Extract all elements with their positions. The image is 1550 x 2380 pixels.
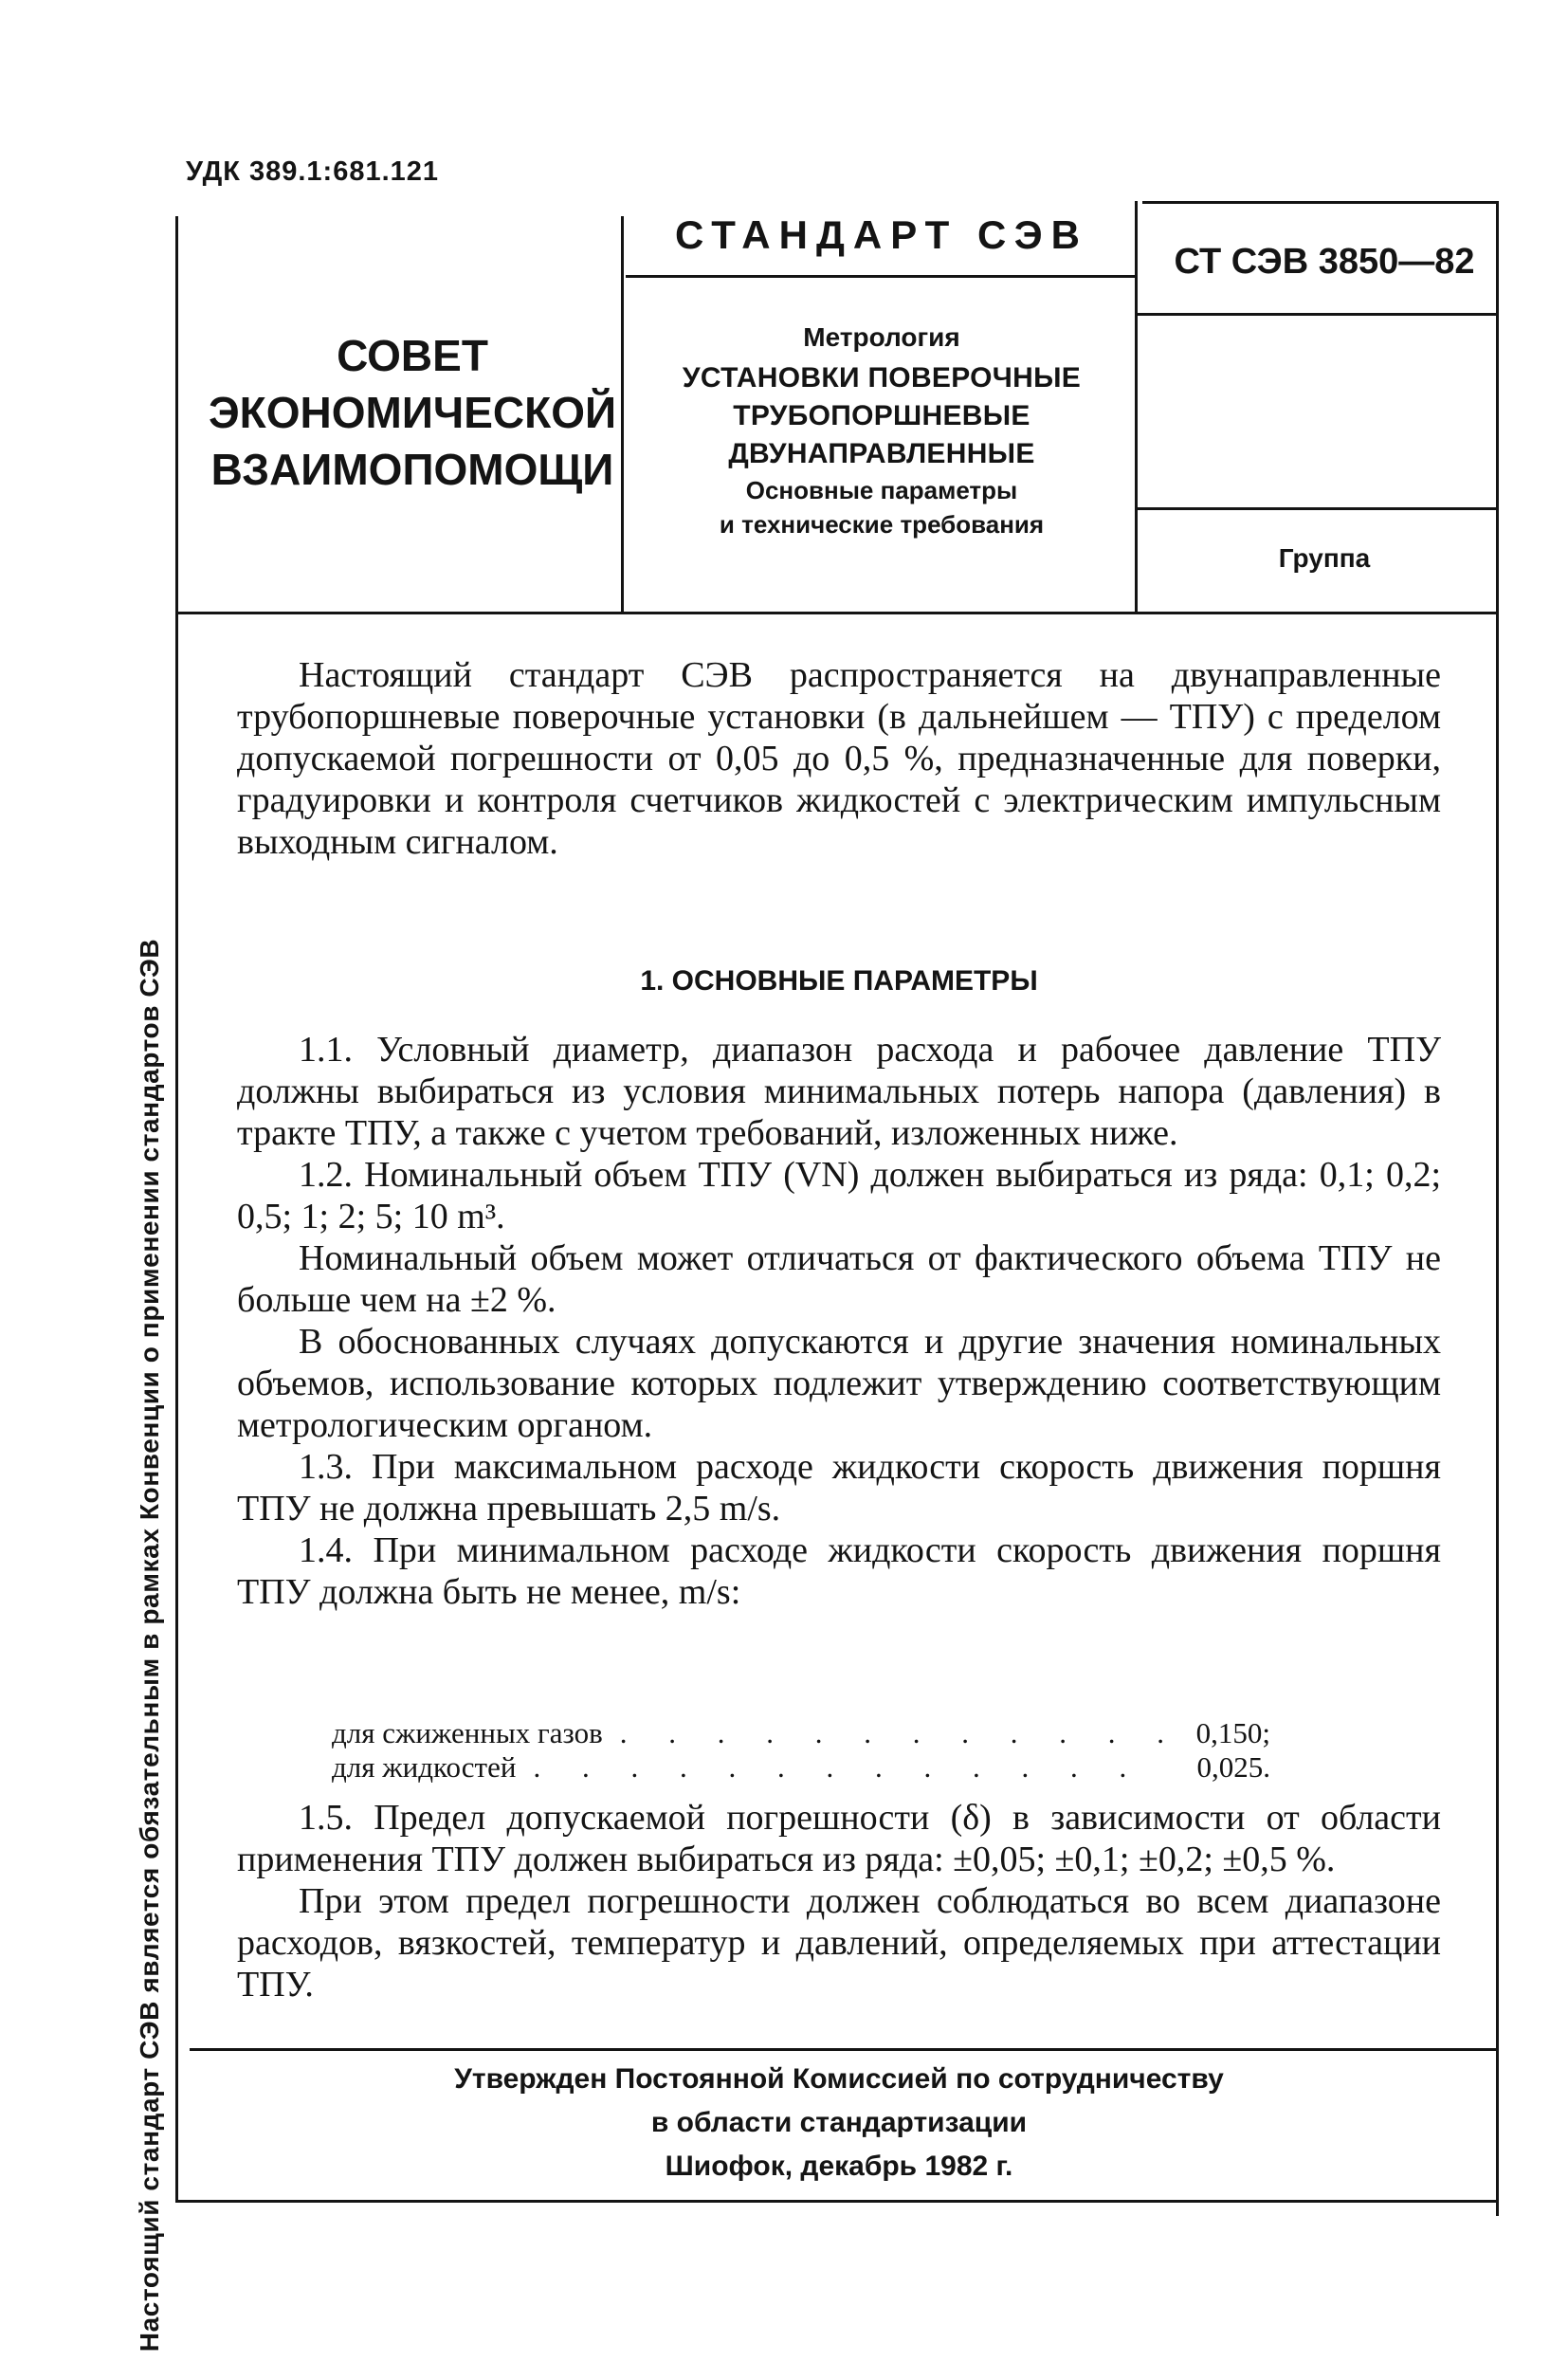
council-name — [194, 327, 630, 498]
min-speed-row — [332, 1716, 1270, 1750]
code-rule — [1138, 313, 1498, 316]
section-body-a — [237, 1029, 1441, 1613]
approval-line: в области стандартизации — [650, 2107, 1028, 2138]
min-speed-label: для жидкостей — [332, 1750, 517, 1784]
para-1-3: 1.3. При максимальном расходе жидкости скорость движения поршня ТПУ не должна превышать 2,5 m/s. — [237, 1447, 1441, 1529]
min-speed-value: 0,150; — [1195, 1716, 1270, 1749]
approval-line: Шиофок, декабрь 1982 г. — [665, 2151, 1013, 2182]
approval-block — [180, 2058, 1498, 2188]
frame-bottom — [175, 2200, 1499, 2203]
intro-paragraph: Настоящий стандарт СЭВ распространяется на двунаправленные трубопоршневые поверочные установки (в дальнейшем — ТПУ) с пределом допускаемой погрешности от 0,05 до 0,5 %, предназначенные для поверки, градуировки и контроля счетчиков жидкостей с электрическим импульсным выходным сигналом. — [237, 655, 1441, 862]
discipline: Метрология — [803, 322, 960, 352]
min-speed-label: для сжиженных газов — [332, 1716, 603, 1749]
udk-code: УДК 389.1:681.121 — [186, 156, 440, 187]
side-note: Настоящий стандарт СЭВ является обязательным в рамках Конвенции о применении стандартов СЭВ — [135, 938, 164, 2353]
min-speed-value: 0,025. — [1196, 1750, 1270, 1784]
section-heading: 1. ОСНОВНЫЕ ПАРАМЕТРЫ — [640, 965, 1038, 997]
title-line: УСТАНОВКИ ПОВЕРОЧНЫЕ — [682, 362, 1082, 394]
min-speed-row — [332, 1750, 1270, 1785]
subtitle-line: и технические требования — [719, 510, 1045, 539]
standard-subject — [626, 316, 1138, 541]
frame-right — [1496, 201, 1499, 2216]
group-label: Группа — [1278, 543, 1371, 573]
para-1-4: 1.4. При минимальном расходе жидкости скорость движения поршня ТПУ должна быть не менее, m/s: — [237, 1530, 1441, 1612]
title-line: ДВУНАПРАВЛЕННЫЕ — [728, 438, 1035, 469]
para-1-2-extra: В обоснованных случаях допускаются и другие значения номинальных объемов, использование которых подлежит утверждению соответствующим метрологическим органом. — [237, 1322, 1441, 1445]
frame-left — [175, 216, 178, 2203]
intro-block — [237, 654, 1441, 863]
council-line: ВЗАИМОПОМОЩИ — [210, 445, 614, 494]
para-1-2-note: Номинальный объем может отличаться от фактического объема ТПУ не больше чем на ±2 %. — [237, 1238, 1441, 1320]
approval-rule — [190, 2048, 1496, 2051]
standard-code: СТ СЭВ 3850—82 — [1174, 242, 1475, 282]
council-line: ЭКОНОМИЧЕСКОЙ — [208, 388, 617, 437]
leader-dots: . . . . . . . . . . . . . — [533, 1750, 1144, 1784]
standard-title: СТАНДАРТ СЭВ — [675, 212, 1088, 257]
title-line: ТРУБОПОРШНЕВЫЕ — [733, 400, 1030, 431]
council-line: СОВЕТ — [337, 331, 488, 380]
para-1-1: 1.1. Условный диаметр, диапазон расхода и рабочее давление ТПУ должны выбираться из условия минимальных потерь напора (давления) в тракте ТПУ, а также с учетом требований, изложенных ниже. — [237, 1030, 1441, 1153]
section-body-b — [237, 1797, 1441, 2005]
para-1-5-note: При этом предел погрешности должен соблюдаться во всем диапазоне расходов, вязкостей, температур и давлений, определяемых при аттестации ТПУ. — [237, 1881, 1441, 2005]
para-1-5: 1.5. Предел допускаемой погрешности (δ) в зависимости от области применения ТПУ должен выбираться из ряда: ±0,05; ±0,1; ±0,2; ±0,5 %. — [237, 1798, 1441, 1879]
std-title-rule — [626, 275, 1135, 278]
group-rule — [1138, 507, 1498, 510]
leader-dots: . . . . . . . . . . . . — [619, 1716, 1181, 1749]
approval-line: Утвержден Постоянной Комиссией по сотрудничеству — [454, 2063, 1224, 2095]
header-bottom-rule — [175, 612, 1499, 614]
subtitle-line: Основные параметры — [745, 476, 1018, 504]
min-speed-list — [332, 1716, 1270, 1785]
para-1-2: 1.2. Номинальный объем ТПУ (VN) должен выбираться из ряда: 0,1; 0,2; 0,5; 1; 2; 5; 10 m³. — [237, 1155, 1441, 1236]
header-top-rule — [1142, 201, 1499, 204]
